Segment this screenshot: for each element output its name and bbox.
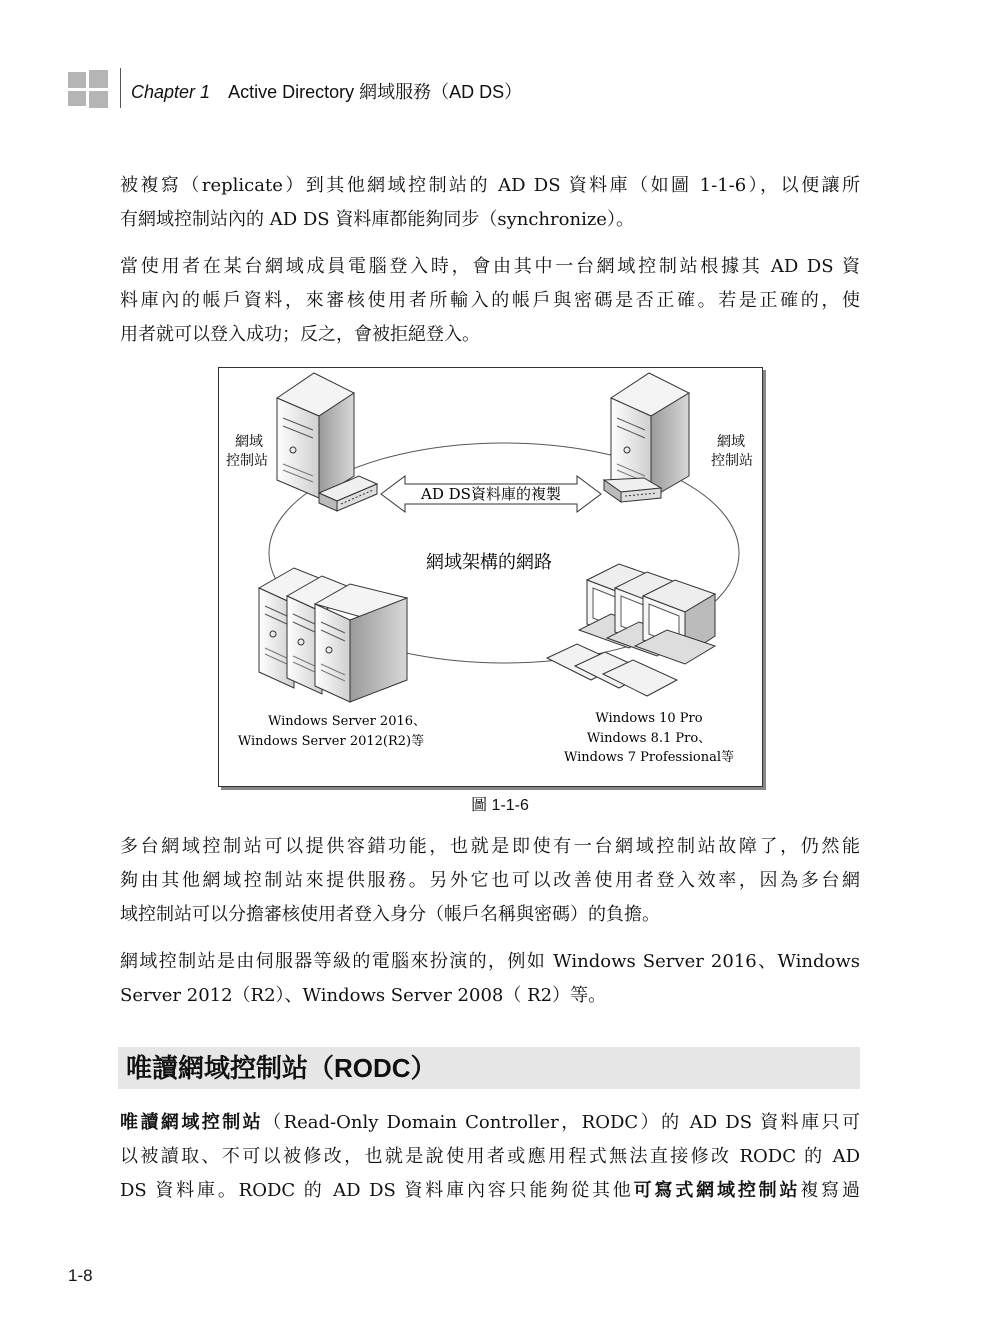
network-diagram	[219, 368, 762, 786]
replication-label: AD DS資料庫的複製	[421, 485, 561, 503]
figure-1-1-6	[218, 367, 763, 787]
left-dc-server-icon	[277, 373, 354, 498]
network-label: 網域架構的網路	[426, 552, 552, 573]
client-computers-icon	[547, 564, 715, 696]
paragraph-5	[120, 1106, 860, 1208]
section-title: 唯讀網域控制站（RODC）	[126, 1053, 437, 1083]
paragraph-4	[120, 945, 860, 1013]
server-group-icon	[259, 568, 407, 702]
text-line: 當使用者在某台網域成員電腦登入時，會由其中一台網域控制站根據其 AD DS 資	[120, 256, 860, 277]
chapter-label: Chapter 1	[131, 82, 211, 102]
header-divider	[120, 68, 121, 108]
chapter-title: Active Directory 網域服務（AD DS）	[228, 82, 523, 102]
figure-caption: 圖 1-1-6	[471, 797, 529, 814]
right-dc-label: 控制站	[711, 453, 753, 469]
clients-label: Windows 10 Pro	[595, 711, 703, 726]
text-line: 有網域控制站內的 AD DS 資料庫都能夠同步（synchronize）。	[120, 209, 634, 230]
clients-label: Windows 8.1 Pro、	[586, 731, 712, 746]
section-heading	[118, 1047, 860, 1089]
text-line: 用者就可以登入成功；反之，會被拒絕登入。	[120, 324, 480, 345]
servers-label: Windows Server 2016、	[267, 714, 427, 729]
text-line: 料庫內的帳戶資料，來審核使用者所輸入的帳戶與密碼是否正確。若是正確的，使	[120, 290, 860, 311]
clients-label: Windows 7 Professional等	[563, 750, 735, 765]
bold-term: 可寫式網域控制站	[633, 1180, 801, 1201]
text-run: 複寫過	[800, 1180, 861, 1201]
text-line	[120, 1106, 860, 1140]
servers-label: Windows Server 2012(R2)等	[237, 734, 425, 749]
paragraph-2	[120, 250, 860, 352]
text-line: 網域控制站是由伺服器等級的電腦來扮演的，例如 Windows Server 2016、Windows	[120, 951, 860, 972]
page-number: 1-8	[68, 1266, 93, 1285]
page-header	[68, 70, 888, 110]
windows-logo-icon	[68, 70, 108, 106]
text-line: 域控制站可以分擔審核使用者登入身分（帳戶名稱與密碼）的負擔。	[120, 904, 660, 925]
bold-term: 唯讀網域控制站	[120, 1112, 264, 1133]
text-run: （Read-Only Domain Controller，RODC）的 AD DS 資料庫只可	[263, 1112, 861, 1133]
text-line: 以被讀取、不可以被修改，也就是說使用者或應用程式無法直接修改 RODC 的 AD	[120, 1146, 860, 1167]
text-run: DS 資料庫。RODC 的 AD DS 資料庫內容只能夠從其他	[120, 1180, 634, 1201]
text-line: Server 2012（R2）、Windows Server 2008（ R2）等。	[120, 985, 607, 1006]
left-dc-label: 網域	[235, 434, 263, 450]
text-line	[120, 1174, 860, 1208]
text-line: 被複寫（replicate）到其他網域控制站的 AD DS 資料庫（如圖 1-1-6），以便讓所	[120, 175, 860, 196]
text-line: 多台網域控制站可以提供容錯功能，也就是即使有一台網域控制站故障了，仍然能	[120, 836, 860, 857]
text-line: 夠由其他網域控制站來提供服務。另外它也可以改善使用者登入效率，因為多台網	[120, 870, 860, 891]
right-dc-label: 網域	[717, 434, 745, 450]
paragraph-1	[120, 169, 860, 237]
left-dc-label: 控制站	[226, 453, 268, 469]
header-text	[131, 78, 522, 104]
paragraph-3	[120, 830, 860, 932]
